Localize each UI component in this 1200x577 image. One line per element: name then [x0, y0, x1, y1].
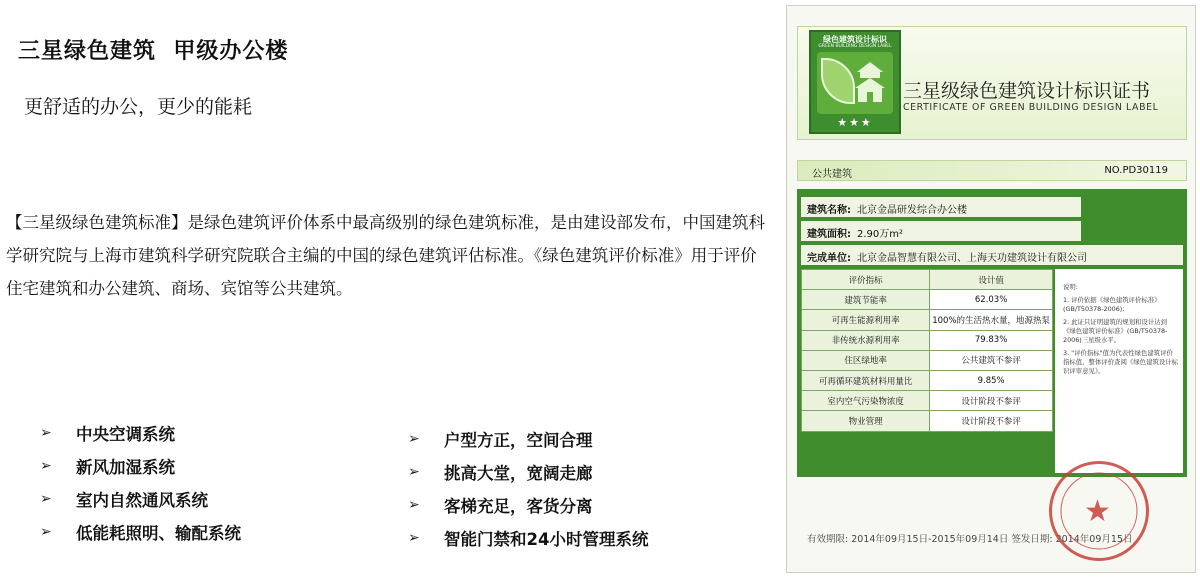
list-item [408, 455, 648, 488]
description-paragraph: 【三星级绿色建筑标准】是绿色建筑评价体系中最高级别的绿色建筑标准，是由建设部发布，中国建筑科学研究院与上海市建筑科学研究院联合主编的中国的绿色建筑评估标准。《绿色建筑评价标准》用于评价住宅建筑和办公建筑、商场、宾馆等公共建筑。 [6, 213, 765, 298]
logo-artwork [817, 52, 893, 114]
list-item [40, 416, 241, 449]
table-row [802, 411, 1053, 431]
arrow-bullet-icon: ➢ [408, 496, 420, 513]
table-cell: 非传统水源利用率 [802, 330, 930, 350]
table-header-cell: 设计值 [930, 270, 1053, 290]
list-item [408, 422, 648, 455]
table-cell: 设计阶段不参评 [930, 411, 1053, 431]
building-area-value: 2.90万m² [857, 229, 904, 240]
list-item [40, 482, 241, 515]
table-cell: 79.83% [930, 330, 1053, 350]
certificate-number: NO.PD30119 [1104, 165, 1168, 176]
table-cell: 62.03% [930, 290, 1053, 310]
note-item: 3. "评价指标"值为代表性绿色建筑评价指标值，整体评价查阅《绿色建筑设计标识评审意见》。 [1063, 349, 1179, 375]
building-name-row [801, 197, 1081, 217]
building-area-label: 建筑面积: [807, 229, 851, 240]
note-item: 1. 评价依据《绿色建筑评价标准》(GB/T50378-2006); [1063, 296, 1161, 313]
green-building-logo [809, 30, 901, 134]
completion-label: 完成单位: [807, 253, 851, 264]
certificate-notes [1055, 269, 1183, 473]
table-header-cell: 评价指标 [802, 270, 930, 290]
seal-emblem-icon: ★ [1084, 494, 1111, 529]
logo-title: 绿色建筑设计标识 [823, 35, 887, 44]
table-cell: 可再生能源利用率 [802, 310, 930, 330]
temple-icon [853, 60, 887, 106]
table-row [802, 290, 1053, 310]
table-cell: 可再循环建筑材料用量比 [802, 370, 930, 390]
table-header-row [802, 270, 1053, 290]
logo-subtitle: GREEN BUILDING DESIGN LABEL [818, 44, 892, 49]
three-stars-icon: ★★★ [837, 116, 873, 129]
certificate-title-english: CERTIFICATE OF GREEN BUILDING DESIGN LABEL [903, 102, 1159, 113]
category-label: 公共建筑 [812, 169, 852, 180]
table-row [802, 350, 1053, 370]
table-row [802, 370, 1053, 390]
list-item [408, 521, 648, 554]
table-cell: 物业管理 [802, 411, 930, 431]
note-item: 2. 此证只证明建筑的规划和设计达到《绿色建筑评价标准》(GB/T50378-2006)三星级水平。 [1063, 318, 1168, 344]
feature-list-right [408, 422, 648, 554]
arrow-bullet-icon: ➢ [40, 490, 52, 507]
list-item [40, 449, 241, 482]
table-cell: 建筑节能率 [802, 290, 930, 310]
table-cell: 9.85% [930, 370, 1053, 390]
feature-text: 户型方正，空间合理 [444, 430, 593, 450]
arrow-bullet-icon: ➢ [40, 457, 52, 474]
feature-text: 智能门禁和24小时管理系统 [444, 529, 649, 549]
table-cell: 住区绿地率 [802, 350, 930, 370]
page-subtitle: 更舒适的办公，更少的能耗 [24, 96, 253, 118]
feature-text: 新风加湿系统 [76, 457, 175, 477]
feature-text: 挑高大堂，宽阔走廊 [444, 463, 593, 483]
feature-list-left [40, 416, 241, 548]
building-area-row [801, 221, 1081, 241]
certificate-title: 三星级绿色建筑设计标识证书 [903, 80, 1151, 102]
table-row [802, 330, 1053, 350]
evaluation-table [801, 269, 1053, 432]
leaf-icon [821, 58, 855, 104]
certificate-image [786, 5, 1196, 573]
page-title: 三星绿色建筑 甲级办公楼 [18, 39, 289, 64]
table-cell: 100%的生活热水量，地源热泵 [930, 310, 1053, 330]
table-cell: 室内空气污染物浓度 [802, 391, 930, 411]
list-item [40, 515, 241, 548]
table-row [802, 310, 1053, 330]
table-cell: 公共建筑不参评 [930, 350, 1053, 370]
arrow-bullet-icon: ➢ [40, 523, 52, 540]
completion-units-value: 北京金晶智慧有限公司、上海天功建筑设计有限公司 [857, 253, 1087, 264]
official-seal-stamp [1049, 461, 1149, 561]
table-row [802, 391, 1053, 411]
feature-text: 低能耗照明、输配系统 [76, 523, 241, 543]
completion-units-row [801, 245, 1183, 265]
category-bar [797, 160, 1187, 181]
arrow-bullet-icon: ➢ [408, 463, 420, 480]
arrow-bullet-icon: ➢ [40, 424, 52, 441]
table-cell: 设计阶段不参评 [930, 391, 1053, 411]
feature-text: 中央空调系统 [76, 424, 175, 444]
arrow-bullet-icon: ➢ [408, 529, 420, 546]
validity-period: 有效期限: 2014年09月15日-2015年09月14日 签发日期: 2014年09月15日 [807, 534, 1133, 545]
certificate-info-box [797, 189, 1187, 477]
feature-text: 客梯充足，客货分离 [444, 496, 593, 516]
list-item [408, 488, 648, 521]
notes-title: 说明: [1063, 283, 1078, 291]
building-name-value: 北京金晶研发综合办公楼 [857, 205, 967, 216]
building-name-label: 建筑名称: [807, 205, 851, 216]
arrow-bullet-icon: ➢ [408, 430, 420, 447]
feature-text: 室内自然通风系统 [76, 490, 208, 510]
